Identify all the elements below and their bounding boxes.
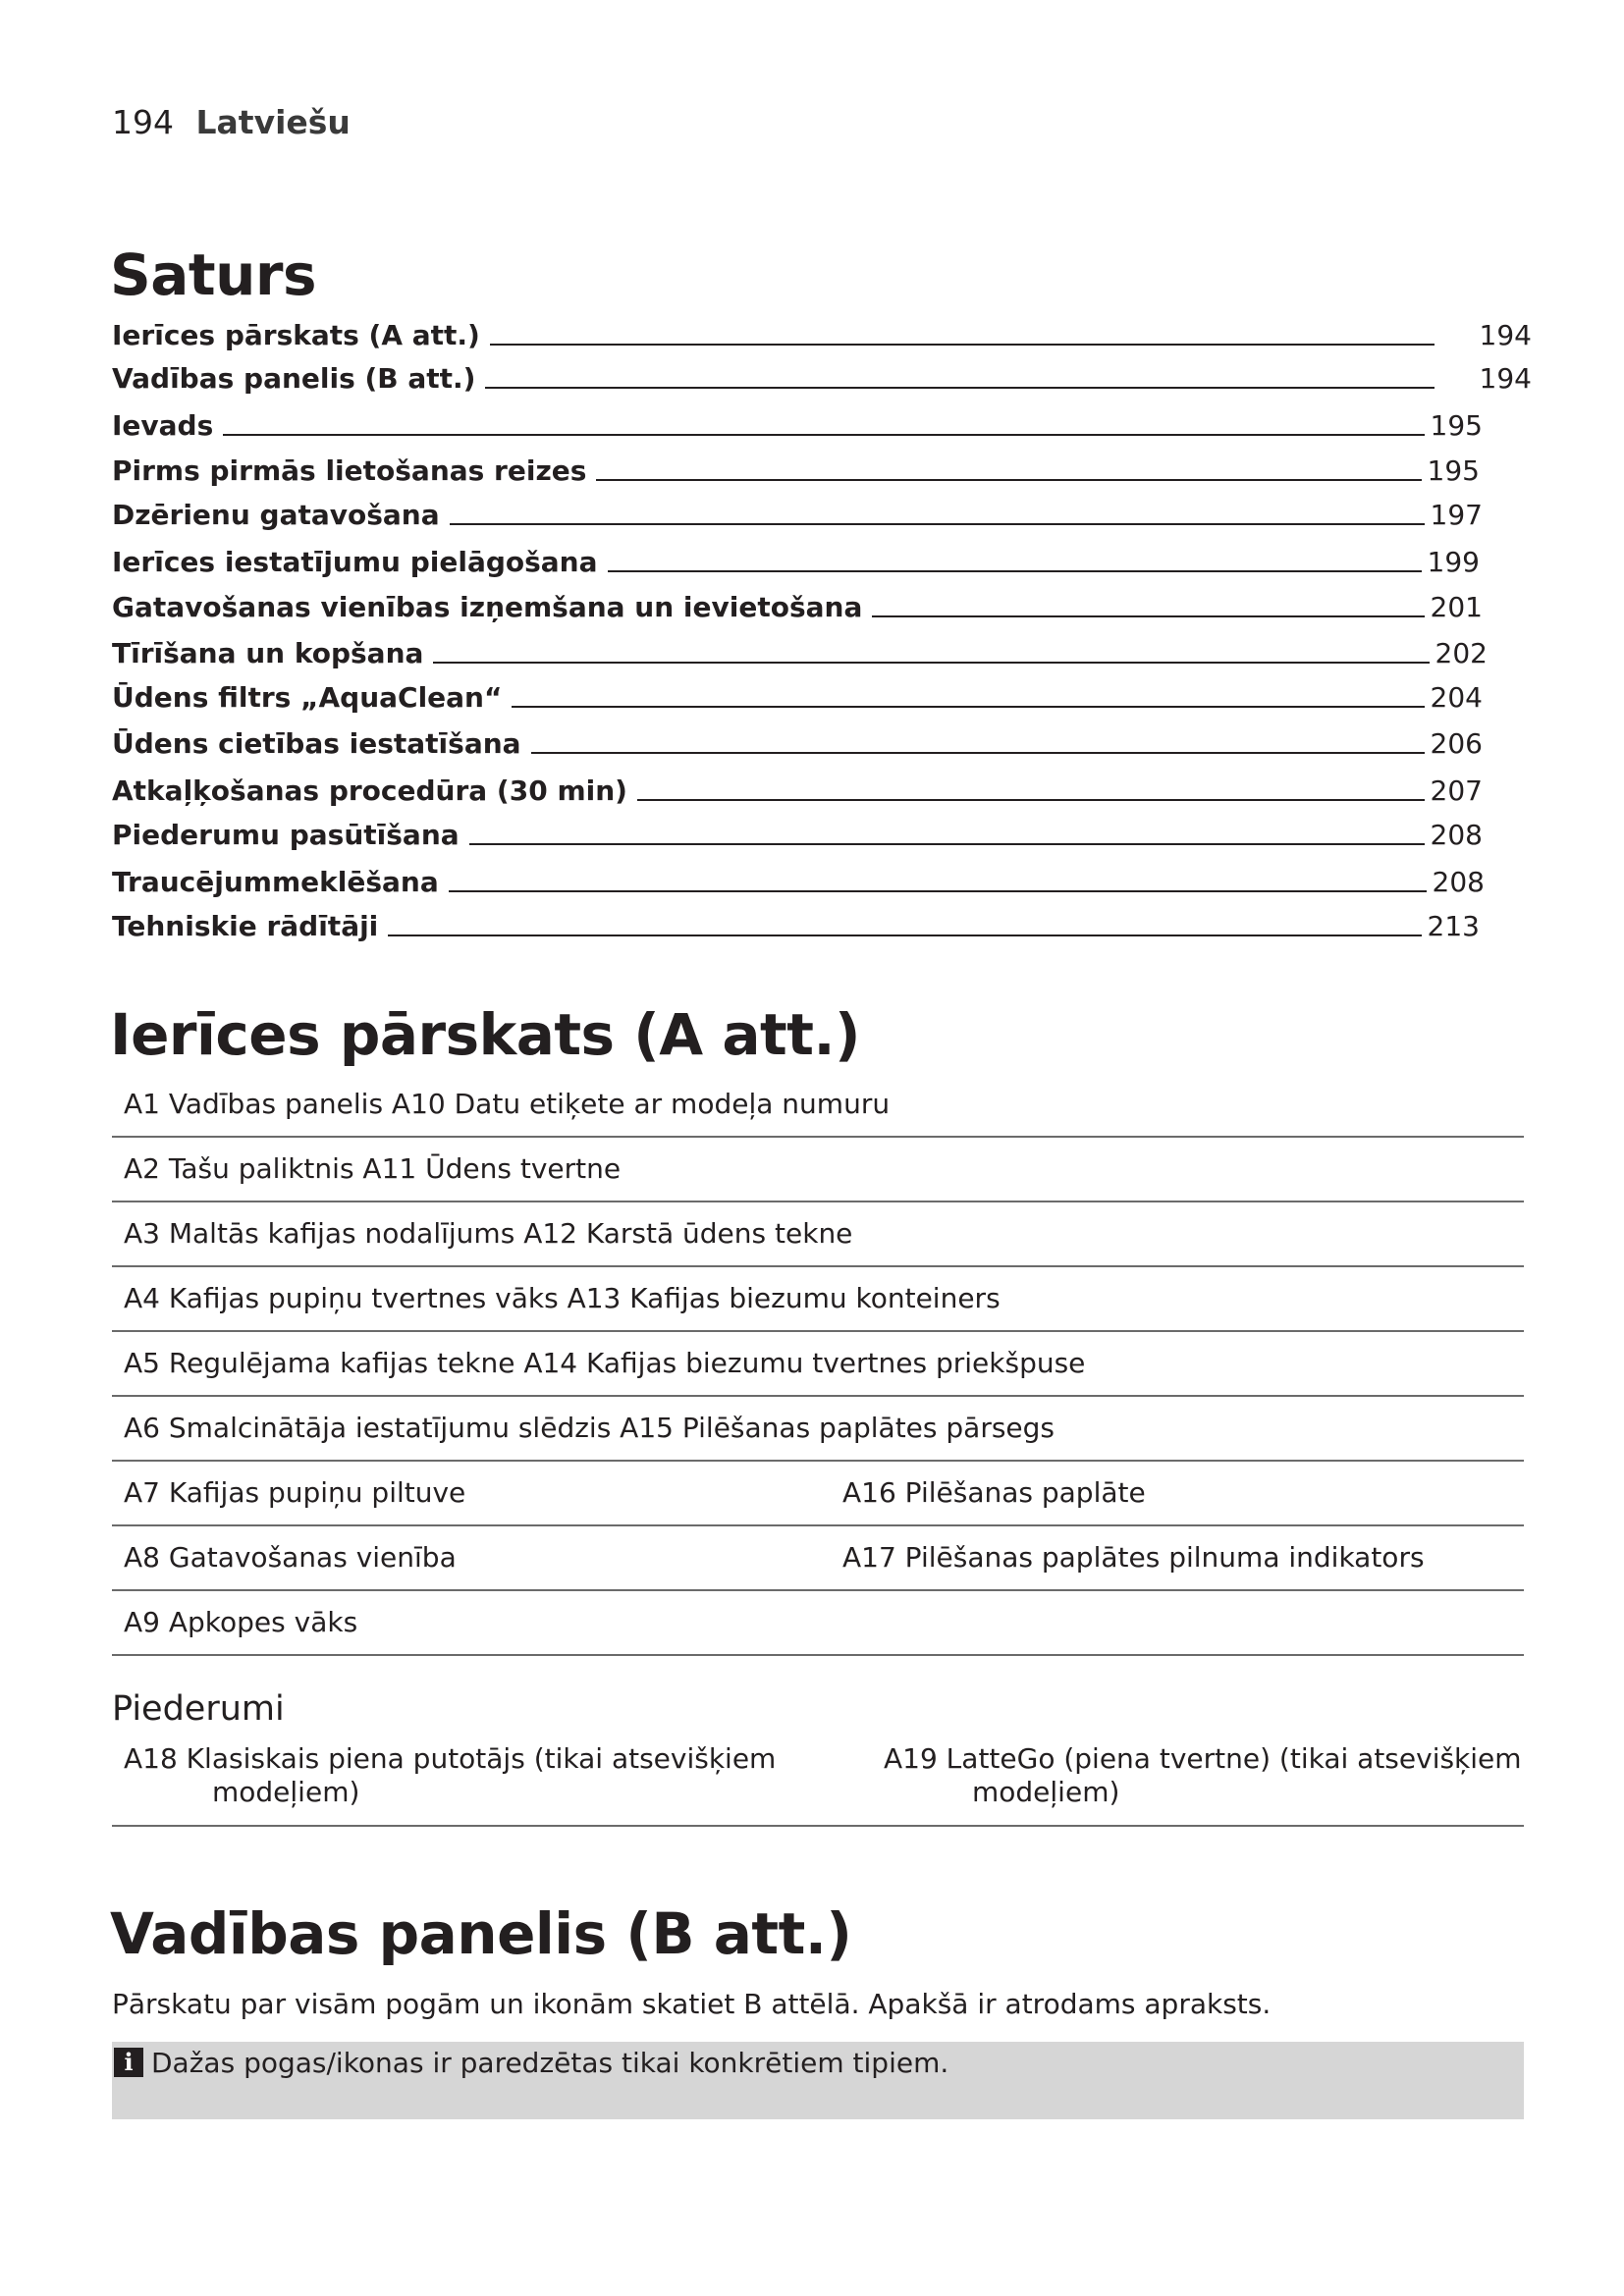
- toc-entry-title: Vadības panelis (B att.): [112, 362, 476, 395]
- toc-entry[interactable]: [112, 586, 1483, 625]
- toc-entry[interactable]: [112, 722, 1483, 762]
- control-panel-intro: Pārskatu par visām pogām un ikonām skatiet B attēlā. Apakšā ir atrodams apraksts.: [112, 1988, 1272, 2020]
- page-number: 194: [112, 103, 174, 141]
- toc-entry-title: Piederumu pasūtīšana: [112, 819, 460, 851]
- toc-entry-title: Traucējummeklēšana: [112, 866, 439, 898]
- toc-leader-line: [388, 934, 1421, 936]
- language-label: Latviešu: [195, 103, 351, 141]
- toc-entry[interactable]: [112, 357, 1532, 397]
- toc-leader-line: [872, 614, 1424, 617]
- part-label: A6 Smalcinātāja iestatījumu slēdzis A15 Pilēšanas paplātes pārsegs: [124, 1412, 1056, 1444]
- toc-entry-page: 213: [1427, 910, 1480, 942]
- table-row: [112, 1202, 1524, 1267]
- toc-entry[interactable]: [112, 314, 1532, 353]
- toc-leader-line: [512, 705, 1424, 708]
- part-label: A4 Kafijas pupiņu tvertnes vāks A13 Kafijas biezumu konteiners: [124, 1282, 1001, 1314]
- toc-leader-line: [485, 386, 1434, 389]
- part-label: A2 Tašu paliktnis A11 Ūdens tvertne: [124, 1152, 622, 1185]
- toc-entry-title: Ierīces iestatījumu pielāgošana: [112, 546, 598, 578]
- toc-leader-line: [531, 751, 1425, 754]
- part-label: A8 Gatavošanas vienība: [124, 1541, 457, 1574]
- toc-leader-line: [450, 522, 1425, 525]
- table-row: [112, 1332, 1524, 1397]
- toc-entry-title: Pirms pirmās lietošanas reizes: [112, 454, 587, 487]
- toc-entry-page: 194: [1479, 362, 1532, 395]
- toc-entry[interactable]: [112, 905, 1480, 944]
- toc-leader-line: [637, 798, 1425, 801]
- part-label: A1 Vadības panelis A10 Datu etiķete ar modeļa numuru: [124, 1088, 891, 1120]
- toc-entry-title: Gatavošanas vienības izņemšana un ievietošana: [112, 591, 863, 623]
- accessory-item: A19 LatteGo (piena tvertne) (tikai atsevišķiem modeļiem): [884, 1742, 1522, 1808]
- control-panel-heading: Vadības panelis (B att.): [110, 1900, 852, 1967]
- toc-entry-page: 207: [1430, 774, 1483, 807]
- toc-entry-page: 199: [1427, 546, 1480, 578]
- table-row: [112, 1526, 1524, 1591]
- accessory-item: A18 Klasiskais piena putotājs (tikai atsevišķiem modeļiem): [124, 1742, 777, 1808]
- table-row: [112, 1267, 1524, 1332]
- toc-entry[interactable]: [112, 541, 1480, 580]
- toc-leader-line: [596, 478, 1421, 481]
- toc-entry-page: 208: [1432, 866, 1485, 898]
- accessories-row: [112, 1740, 1524, 1827]
- part-label: A9 Apkopes vāks: [124, 1606, 358, 1638]
- toc-entry[interactable]: [112, 450, 1480, 489]
- toc-entry-page: 197: [1430, 499, 1483, 531]
- toc-entry-page: 201: [1430, 591, 1483, 623]
- toc-leader-line: [449, 889, 1427, 892]
- toc-entry-page: 194: [1479, 319, 1532, 351]
- toc-entry-title: Tīrīšana un kopšana: [112, 637, 424, 669]
- toc-entry[interactable]: [112, 770, 1483, 809]
- note-box: [112, 2042, 1524, 2119]
- toc-entry-title: Dzērienu gatavošana: [112, 499, 440, 531]
- toc-heading: Saturs: [110, 241, 317, 308]
- toc-entry-page: 195: [1430, 409, 1483, 442]
- table-row: [112, 1462, 1524, 1526]
- toc-entry-title: Ievads: [112, 409, 214, 442]
- toc-entry-title: Ūdens cietības iestatīšana: [112, 727, 521, 760]
- toc-entry-page: 195: [1427, 454, 1480, 487]
- part-label: A7 Kafijas pupiņu piltuve: [124, 1476, 466, 1509]
- toc-entry[interactable]: [112, 632, 1488, 671]
- toc-entry-title: Atkaļķošanas procedūra (30 min): [112, 774, 627, 807]
- toc-entry-title: Ūdens filtrs „AquaClean“: [112, 681, 503, 714]
- table-row: [112, 1591, 1524, 1656]
- toc-entry[interactable]: [112, 404, 1483, 444]
- toc-entry-title: Tehniskie rādītāji: [112, 910, 379, 942]
- part-label: A3 Maltās kafijas nodalījums A12 Karstā ūdens tekne: [124, 1217, 853, 1250]
- info-icon: i: [114, 2048, 143, 2077]
- toc-leader-line: [223, 433, 1424, 436]
- table-row: [112, 1073, 1524, 1138]
- part-label: A16 Pilēšanas paplāte: [842, 1476, 1146, 1509]
- page-header: [112, 101, 351, 144]
- toc-leader-line: [608, 569, 1422, 572]
- table-row: [112, 1138, 1524, 1202]
- note-text: Dažas pogas/ikonas ir paredzētas tikai konkrētiem tipiem.: [151, 2047, 949, 2079]
- part-label: A17 Pilēšanas paplātes pilnuma indikators: [842, 1541, 1425, 1574]
- toc-leader-line: [490, 343, 1435, 346]
- toc-leader-line: [433, 661, 1429, 664]
- toc-entry-page: 202: [1435, 637, 1488, 669]
- toc-entry-page: 208: [1430, 819, 1483, 851]
- parts-table: [112, 1073, 1524, 1656]
- toc-entry[interactable]: [112, 676, 1483, 716]
- toc-entry[interactable]: [112, 814, 1483, 853]
- part-label: A5 Regulējama kafijas tekne A14 Kafijas biezumu tvertnes priekšpuse: [124, 1347, 1086, 1379]
- overview-heading: Ierīces pārskats (A att.): [110, 1001, 860, 1068]
- table-row: [112, 1397, 1524, 1462]
- toc-entry[interactable]: [112, 494, 1483, 533]
- toc-entry-page: 204: [1430, 681, 1483, 714]
- toc-entry-title: Ierīces pārskats (A att.): [112, 319, 480, 351]
- toc-leader-line: [469, 842, 1425, 845]
- toc-entry[interactable]: [112, 861, 1485, 900]
- accessories-heading: Piederumi: [112, 1689, 285, 1729]
- toc-entry-page: 206: [1430, 727, 1483, 760]
